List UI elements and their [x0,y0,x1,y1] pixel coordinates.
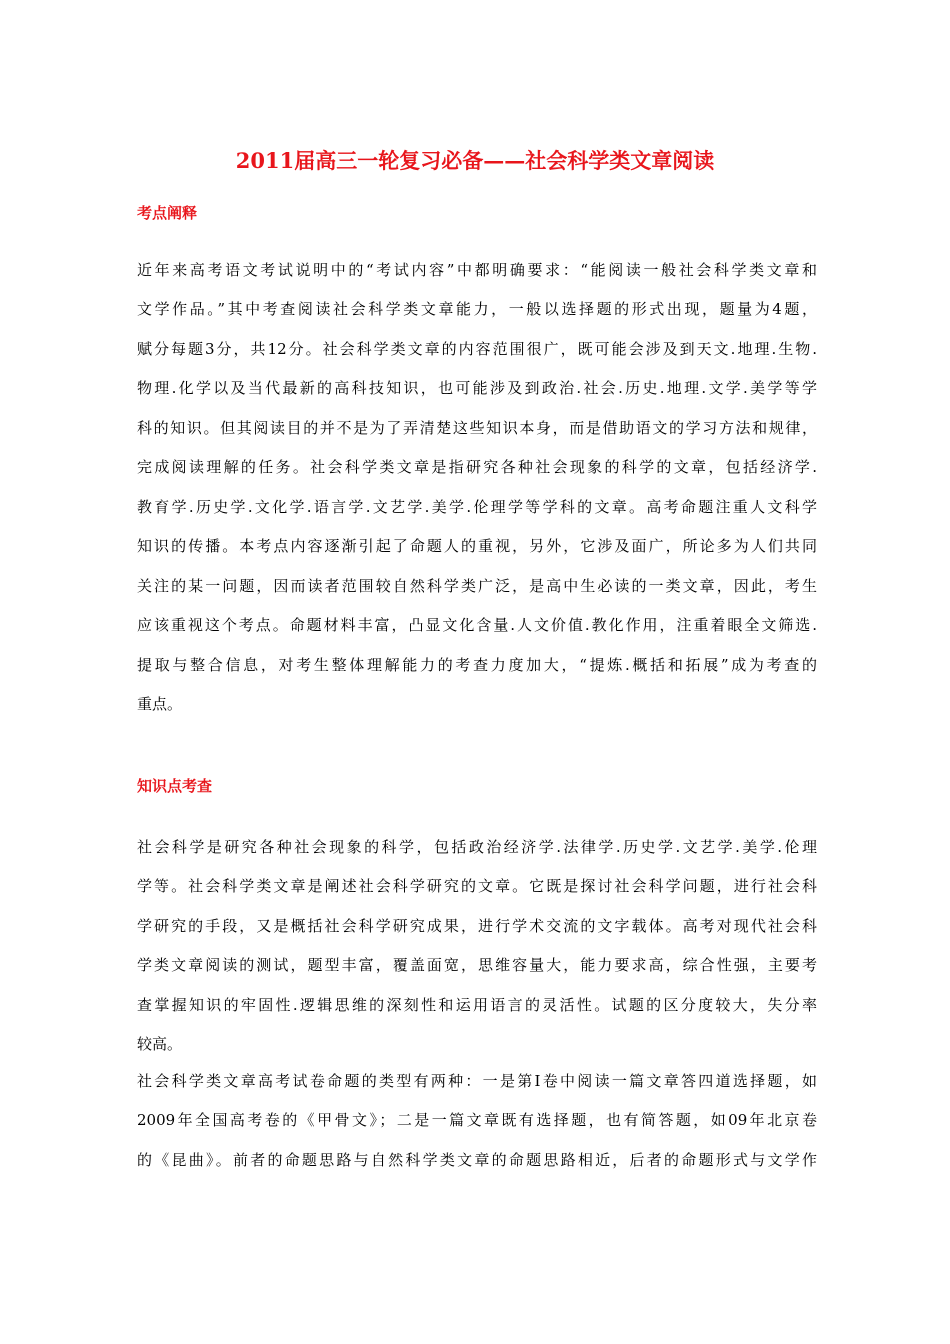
paragraph-line: 科的知识。但其阅读目的并不是为了弄清楚这些知识本身，而是借助语文的学习方法和规律， [137,419,817,437]
paragraph-line: 查掌握知识的牢固性.逻辑思维的深刻性和运用语言的灵活性。试题的区分度较大，失分率 [137,996,817,1014]
section-heading-zhishidian: 知识点考查 [137,777,213,795]
paragraph-line: 物理.化学以及当代最新的高科技知识，也可能涉及到政治.社会.历史.地理.文学.美学等学 [137,379,817,397]
paragraph-line: 学类文章阅读的测试，题型丰富，覆盖面宽，思维容量大，能力要求高，综合性强，主要考 [137,956,817,974]
paragraph-line: 赋分每题3分，共12分。社会科学类文章的内容范围很广，既可能会涉及到天文.地理.生物. [137,340,817,358]
paragraph-line: 近年来高考语文考试说明中的“考试内容”中都明确要求：“能阅读一般社会科学类文章和 [137,261,817,279]
paragraph-line: 知识的传播。本考点内容逐渐引起了命题人的重视，另外，它涉及面广，所论多为人们共同 [137,537,817,555]
paragraph-line: 社会科学类文章高考试卷命题的类型有两种：一是第Ⅰ卷中阅读一篇文章答四道选择题，如 [137,1072,817,1090]
paragraph-line: 应该重视这个考点。命题材料丰富，凸显文化含量.人文价值.教化作用，注重着眼全文筛选. [137,616,817,634]
paragraph-line: 的《昆曲》。前者的命题思路与自然科学类文章的命题思路相近，后者的命题形式与文学作 [137,1151,817,1169]
paragraph-line: 社会科学是研究各种社会现象的科学，包括政治经济学.法律学.历史学.文艺学.美学.伦理 [137,838,817,856]
paragraph-line: 较高。 [137,1035,183,1053]
paragraph-line: 关注的某一问题，因而读者范围较自然科学类广泛，是高中生必读的一类文章，因此，考生 [137,577,817,595]
paragraph-line: 完成阅读理解的任务。社会科学类文章是指研究各种社会现象的科学的文章，包括经济学. [137,458,817,476]
paragraph-line: 提取与整合信息，对考生整体理解能力的考查力度加大，“提炼.概括和拓展”成为考查的 [137,656,817,674]
paragraph-line: 学研究的手段，又是概括社会科学研究成果，进行学术交流的文字载体。高考对现代社会科 [137,917,817,935]
section-heading-kaodian: 考点阐释 [137,204,198,222]
paragraph-line: 2009年全国高考卷的《甲骨文》；二是一篇文章既有选择题，也有简答题，如09年北京卷 [137,1111,817,1129]
paragraph-line: 教育学.历史学.文化学.语言学.文艺学.美学.伦理学等学科的文章。高考命题注重人文科学 [137,498,817,516]
paragraph-line: 学等。社会科学类文章是阐述社会科学研究的文章。它既是探讨社会科学问题，进行社会科 [137,877,817,895]
document-title: 2011届高三一轮复习必备——社会科学类文章阅读 [235,148,715,173]
paragraph-line: 重点。 [137,695,183,713]
paragraph-line: 文学作品。”其中考查阅读社会科学类文章能力，一般以选择题的形式出现，题量为4题， [137,300,817,318]
